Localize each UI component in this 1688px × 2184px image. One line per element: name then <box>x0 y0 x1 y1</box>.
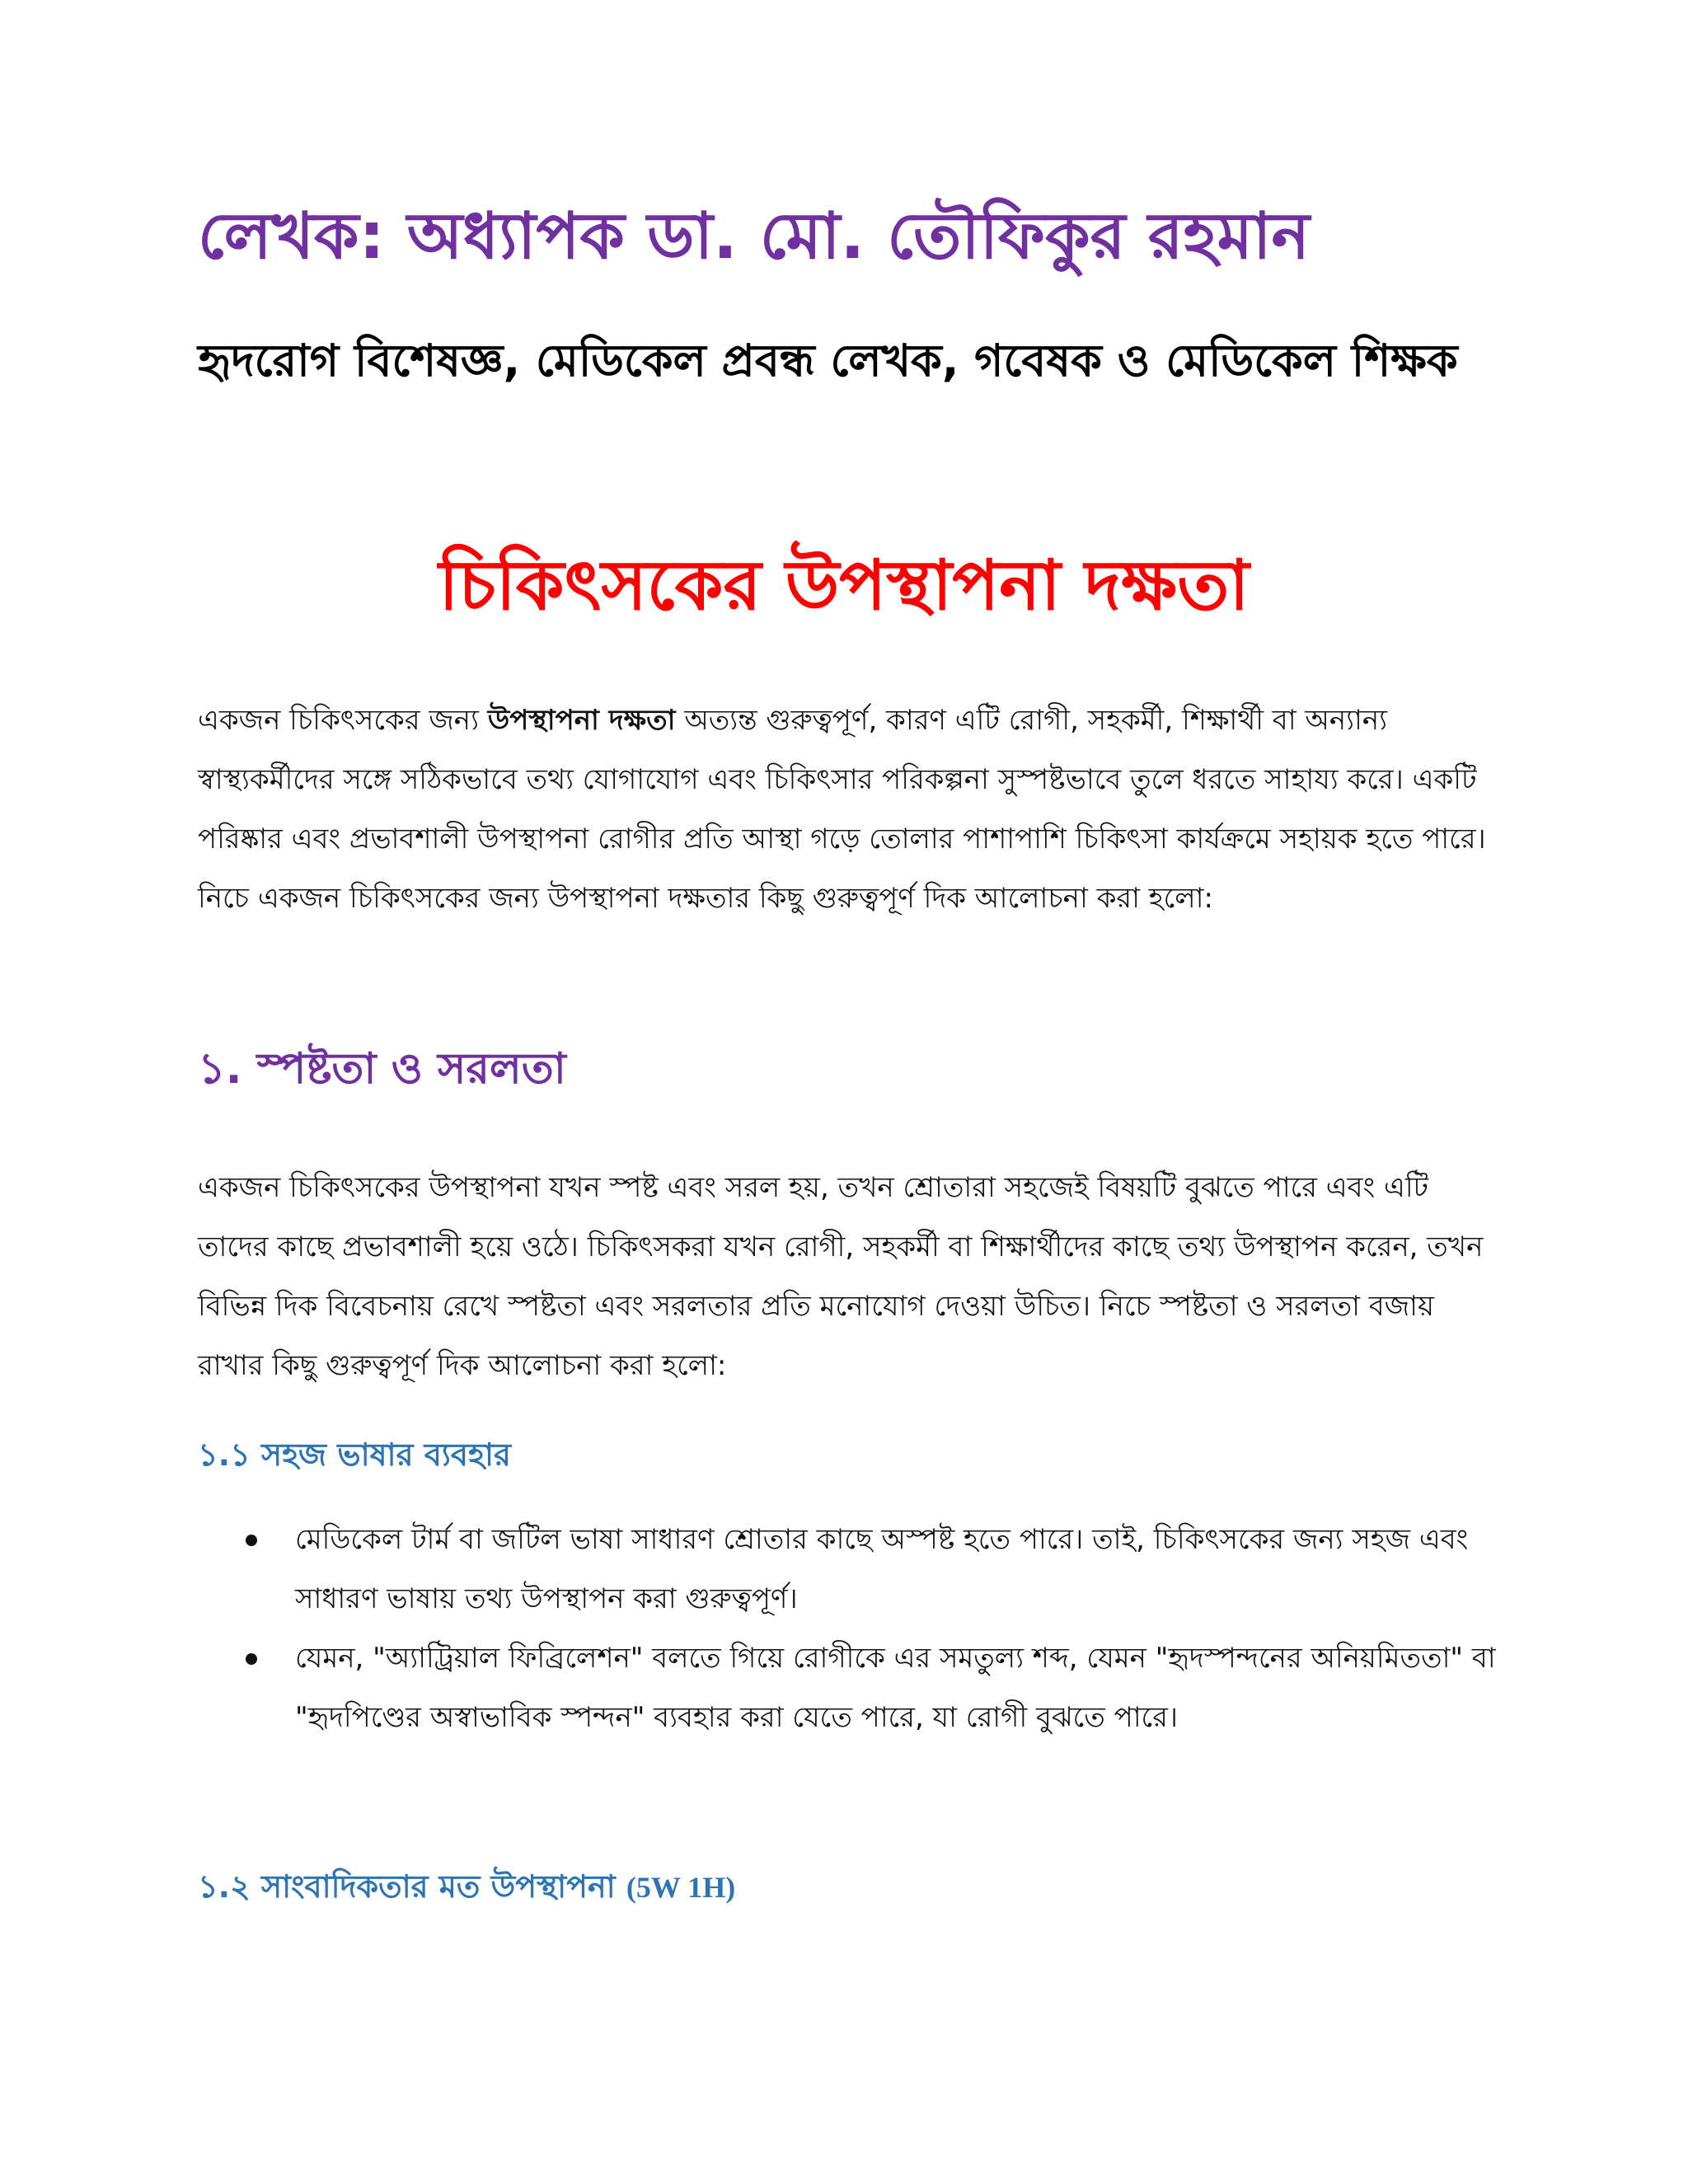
subsection-1-1-heading: ১.১ সহজ ভাষার ব্যবহার <box>198 1436 511 1473</box>
intro-bold-term: উপস্থাপনা দক্ষতা <box>487 704 676 737</box>
subsection-1-2-heading-text: ১.২ সাংবাদিকতার মত উপস্থাপনা <box>198 1868 616 1905</box>
subsection-1-1-bullet-list <box>239 1510 1500 1747</box>
author-line: লেখক: অধ্যাপক ডা. মো. তৌফিকুর রহমান <box>198 199 1311 274</box>
intro-rest: অত্যন্ত গুরুত্বপূর্ণ, কারণ এটি রোগী, সহকর্মী, শিক্ষার্থী বা অন্যান্য স্বাস্থ্যকর্মীদের সঙ্গে সঠিকভাবে তথ্য যোগাযোগ এবং চিকিৎসার পরিকল্পনা সুস্পষ্টভাবে তুলে ধরতে সাহায্য করে। একটি পরিষ্কার এবং প্রভাবশালী উপস্থাপনা রোগীর প্রতি আস্থা গড়ে তোলার পাশাপাশি চিকিৎসা কার্যক্রমে সহায়ক হতে পারে। নিচে একজন চিকিৎসকের জন্য উপস্থাপনা দক্ষতার কিছু গুরুত্বপূর্ণ দিক আলোচনা করা হলো: <box>198 704 1486 915</box>
intro-prefix: একজন চিকিৎসকের জন্য <box>198 704 488 737</box>
document-title: চিকিৎসকের উপস্থাপনা দক্ষতা <box>438 545 1250 626</box>
list-item-text: মেডিকেল টার্ম বা জটিল ভাষা সাধারণ শ্রোতার কাছে অস্পষ্ট হতে পারে। তাই, চিকিৎসকের জন্য সহজ এবং সাধারণ ভাষায় তথ্য উপস্থাপন করা গুরুত্বপূর্ণ। <box>295 1523 1469 1615</box>
bullet-icon <box>246 1535 257 1546</box>
list-item <box>239 1510 1500 1629</box>
list-item <box>239 1629 1500 1747</box>
author-credentials: হৃদরোগ বিশেষজ্ঞ, মেডিকেল প্রবন্ধ লেখক, গবেষক ও মেডিকেল শিক্ষক <box>198 335 1458 387</box>
list-item-text: যেমন, "অ্যাট্রিয়াল ফিব্রিলেশন" বলতে গিয়ে রোগীকে এর সমতুল্য শব্দ, যেমন "হৃদস্পন্দনের অনিয়মিততা" বা "হৃদপিণ্ডের অস্বাভাবিক স্পন্দন" ব্যবহার করা যেতে পারে, যা রোগী বুঝতে পারে। <box>295 1642 1496 1734</box>
subsection-1-2-heading-latin: (5W 1H) <box>626 1871 736 1904</box>
intro-paragraph <box>198 691 1500 928</box>
section-1-paragraph: একজন চিকিৎসকের উপস্থাপনা যখন স্পষ্ট এবং সরল হয়, তখন শ্রোতারা সহজেই বিষয়টি বুঝতে পারে এবং এটি তাদের কাছে প্রভাবশালী হয়ে ওঠে। চিকিৎসকরা যখন রোগী, সহকর্মী বা শিক্ষার্থীদের কাছে তথ্য উপস্থাপন করেন, তখন বিভিন্ন দিক বিবেচনায় রেখে স্পষ্টতা এবং সরলতার প্রতি মনোযোগ দেওয়া উচিত। নিচে স্পষ্টতা ও সরলতা বজায় রাখার কিছু গুরুত্বপূর্ণ দিক আলোচনা করা হলো: <box>198 1171 1484 1382</box>
subsection-1-2-heading <box>198 1858 1500 1916</box>
bullet-icon <box>246 1653 257 1665</box>
section-1-heading: ১. স্পষ্টতা ও সরলতা <box>198 1044 566 1094</box>
